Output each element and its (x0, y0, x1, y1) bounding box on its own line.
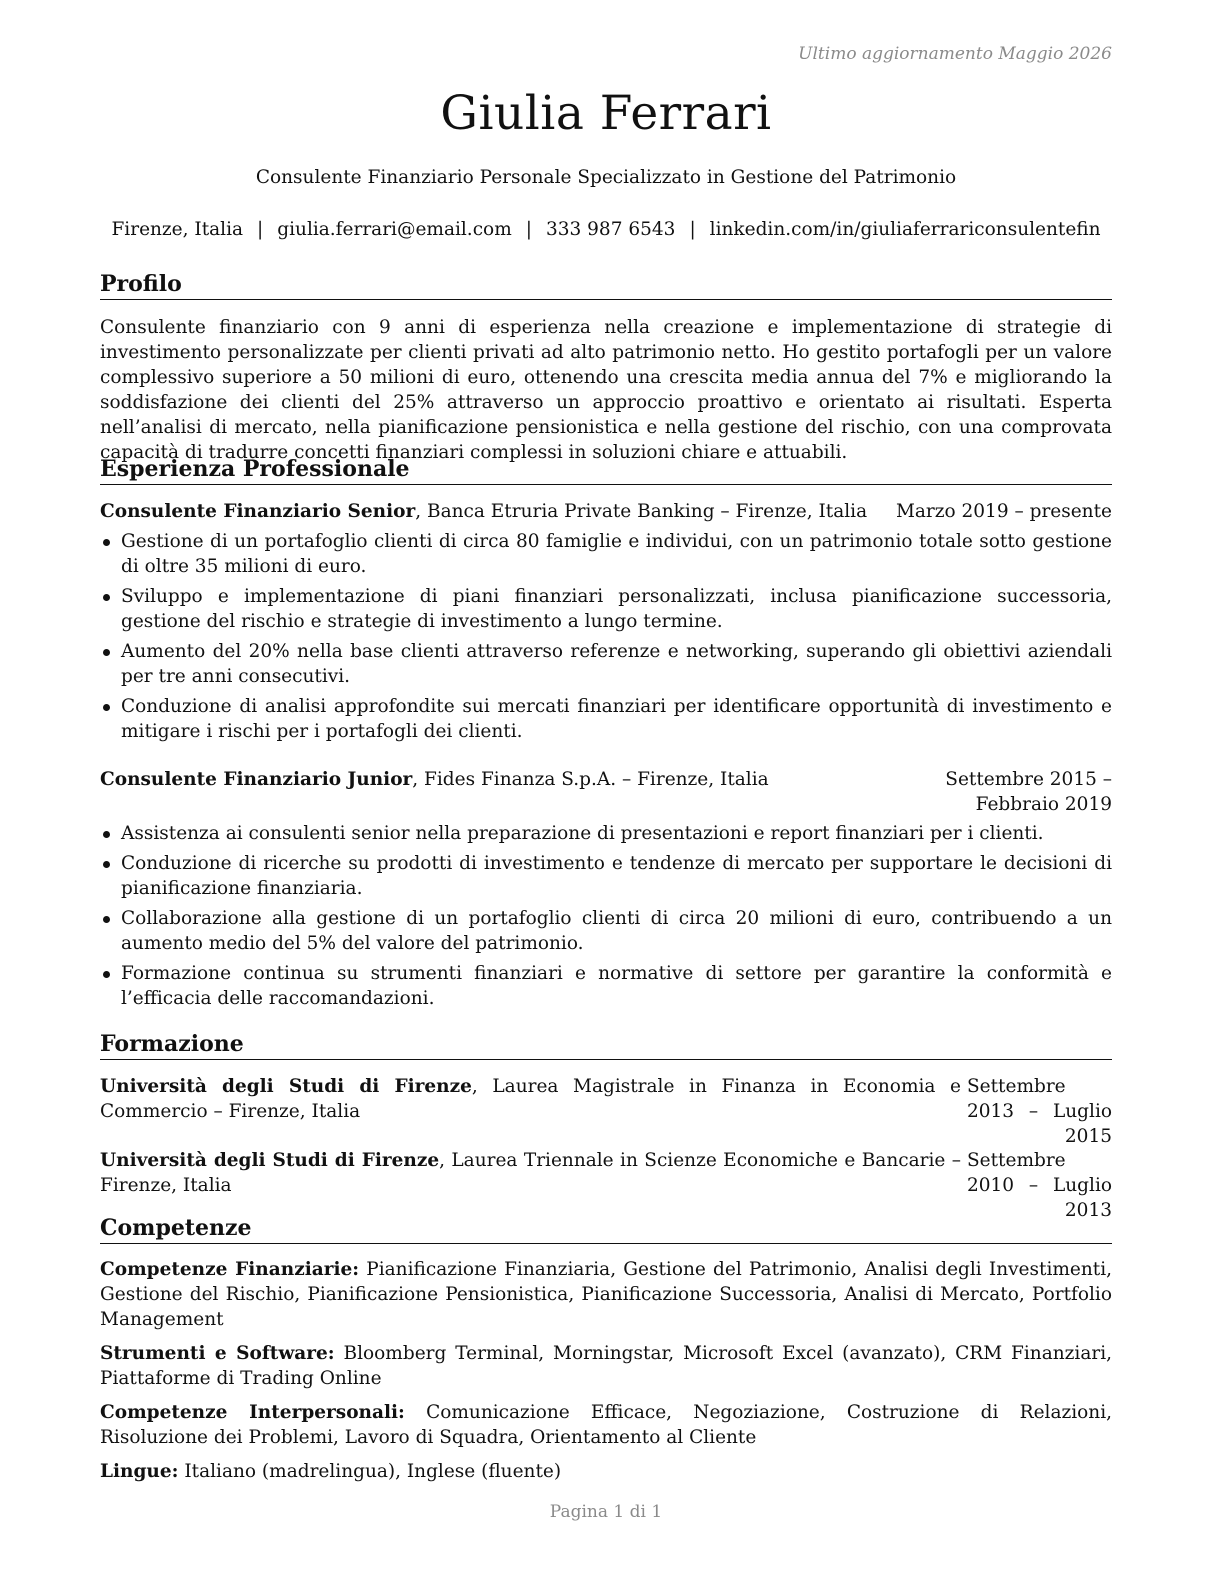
skill-value: Comunicazione Efficace, Negoziazione, Costruzione di Relazioni, Risoluzione dei Problemi, Lavoro di Squadra, Orientamento al Cliente (100, 1402, 1112, 1448)
education-dates: Settembre 2013 – Luglio 2015 (967, 1076, 1112, 1147)
skill-label: Competenze Interpersonali: (100, 1402, 405, 1423)
contact-email[interactable]: giulia.ferrari@email.com (277, 219, 512, 240)
job-header (100, 767, 1112, 817)
education-detail: , Laurea Magistrale in Finanza in Economia e Commercio – Firenze, Italia (100, 1076, 961, 1122)
job-bullet: Collaborazione alla gestione di un portafoglio clienti di circa 20 milioni di euro, contribuendo a un aumento medio del 5% del valore del patrimonio. (100, 906, 1112, 956)
job-header (100, 499, 1112, 524)
job-org: , Fides Finanza S.p.A. – Firenze, Italia (412, 769, 769, 790)
candidate-subtitle: Consulente Finanziario Personale Specializzato in Gestione del Patrimonio (255, 167, 957, 188)
job-entry (100, 499, 1112, 749)
job-dates: Settembre 2015 – Febbraio 2019 (945, 769, 1112, 815)
skill-value: Bloomberg Terminal, Morningstar, Microsoft Excel (avanzato), CRM Finanziari, Piattaforme di Trading Online (100, 1343, 1112, 1389)
job-bullet: Conduzione di ricerche su prodotti di investimento e tendenze di mercato per supportare le decisioni di pianificazione finanziaria. (100, 851, 1112, 901)
skill-row (100, 1400, 1112, 1450)
job-entry (100, 767, 1112, 1016)
job-bullets (100, 529, 1112, 744)
job-bullets (100, 821, 1112, 1011)
candidate-name: Giulia Ferrari (440, 86, 772, 141)
skill-value: Italiano (madrelingua), Inglese (fluente) (178, 1461, 562, 1482)
contact-line (100, 219, 1112, 240)
skill-label: Competenze Finanziarie: (100, 1259, 360, 1280)
job-org: , Banca Etruria Private Banking – Firenze, Italia (415, 501, 868, 522)
job-bullet: Formazione continua su strumenti finanziari e normative di settore per garantire la conformità e l’efficacia delle raccomandazioni. (100, 961, 1112, 1011)
section-title-skills: Competenze (100, 1215, 1112, 1244)
education-detail: , Laurea Triennale in Scienze Economiche e Bancarie – Firenze, Italia (100, 1150, 961, 1196)
contact-separator: | (525, 219, 532, 240)
education-school: Università degli Studi di Firenze (100, 1150, 440, 1171)
education-entry (100, 1148, 1112, 1223)
job-role: Consulente Finanziario Senior (100, 501, 416, 522)
skill-value: Pianificazione Finanziaria, Gestione del Patrimonio, Analisi degli Investimenti, Gestione del Rischio, Pianificazione Pensionistica, Pianificazione Successoria, Analisi di Mercato, Portfolio Management (100, 1259, 1112, 1330)
section-title-education: Formazione (100, 1031, 1112, 1060)
contact-separator: | (257, 219, 264, 240)
skill-row (100, 1257, 1112, 1332)
contact-phone: 333 987 6543 (545, 219, 676, 240)
contact-separator: | (689, 219, 696, 240)
job-bullet: Sviluppo e implementazione di piani finanziari personalizzati, inclusa pianificazione successoria, gestione del rischio e strategie di investimento a lungo termine. (100, 584, 1112, 634)
last-updated: Ultimo aggiornamento Maggio 2026 (798, 44, 1112, 64)
skills-list (100, 1257, 1112, 1493)
job-bullet: Conduzione di analisi approfondite sui mercati finanziari per identificare opportunità di investimento e mitigare i rischi per i portafogli dei clienti. (100, 694, 1112, 744)
job-role: Consulente Finanziario Junior (100, 769, 413, 790)
resume-page (100, 0, 1112, 1584)
education-entry (100, 1074, 1112, 1149)
skill-label: Lingue: (100, 1461, 179, 1482)
education-dates: Settembre 2010 – Luglio 2013 (967, 1150, 1112, 1221)
contact-linkedin[interactable]: linkedin.com/in/giuliaferrariconsulentefin (709, 219, 1101, 240)
job-bullet: Assistenza ai consulenti senior nella preparazione di presentazioni e report finanziari per i clienti. (100, 821, 1112, 846)
job-bullet: Aumento del 20% nella base clienti attraverso referenze e networking, superando gli obiettivi aziendali per tre anni consecutivi. (100, 639, 1112, 689)
page-number: Pagina 1 di 1 (549, 1502, 663, 1522)
skill-row (100, 1341, 1112, 1391)
contact-location: Firenze, Italia (111, 219, 244, 240)
education-school: Università degli Studi di Firenze (100, 1076, 472, 1097)
section-title-profile: Profilo (100, 271, 1112, 300)
profile-text: Consulente finanziario con 9 anni di esperienza nella creazione e implementazione di strategie di investimento personalizzate per clienti privati ad alto patrimonio netto. Ho gestito portafogli per un valore complessivo superiore a 50 milioni di euro, ottenendo una crescita media annua del 7% e migliorando la soddisfazione dei clienti del 25% attraverso un approccio proattivo e orientato ai risultati. Esperta nell’analisi di mercato, nella pianificazione pensionistica e nella gestione del rischio, con una comprovata capacità di tradurre concetti finanziari complessi in soluzioni chiare e attuabili. (100, 317, 1112, 463)
section-title-experience: Esperienza Professionale (100, 456, 1112, 485)
skill-label: Strumenti e Software: (100, 1343, 335, 1364)
job-bullet: Gestione di un portafoglio clienti di circa 80 famiglie e individui, con un patrimonio totale sotto gestione di oltre 35 milioni di euro. (100, 529, 1112, 579)
job-dates: Marzo 2019 – presente (895, 501, 1112, 522)
skill-row (100, 1459, 1112, 1484)
